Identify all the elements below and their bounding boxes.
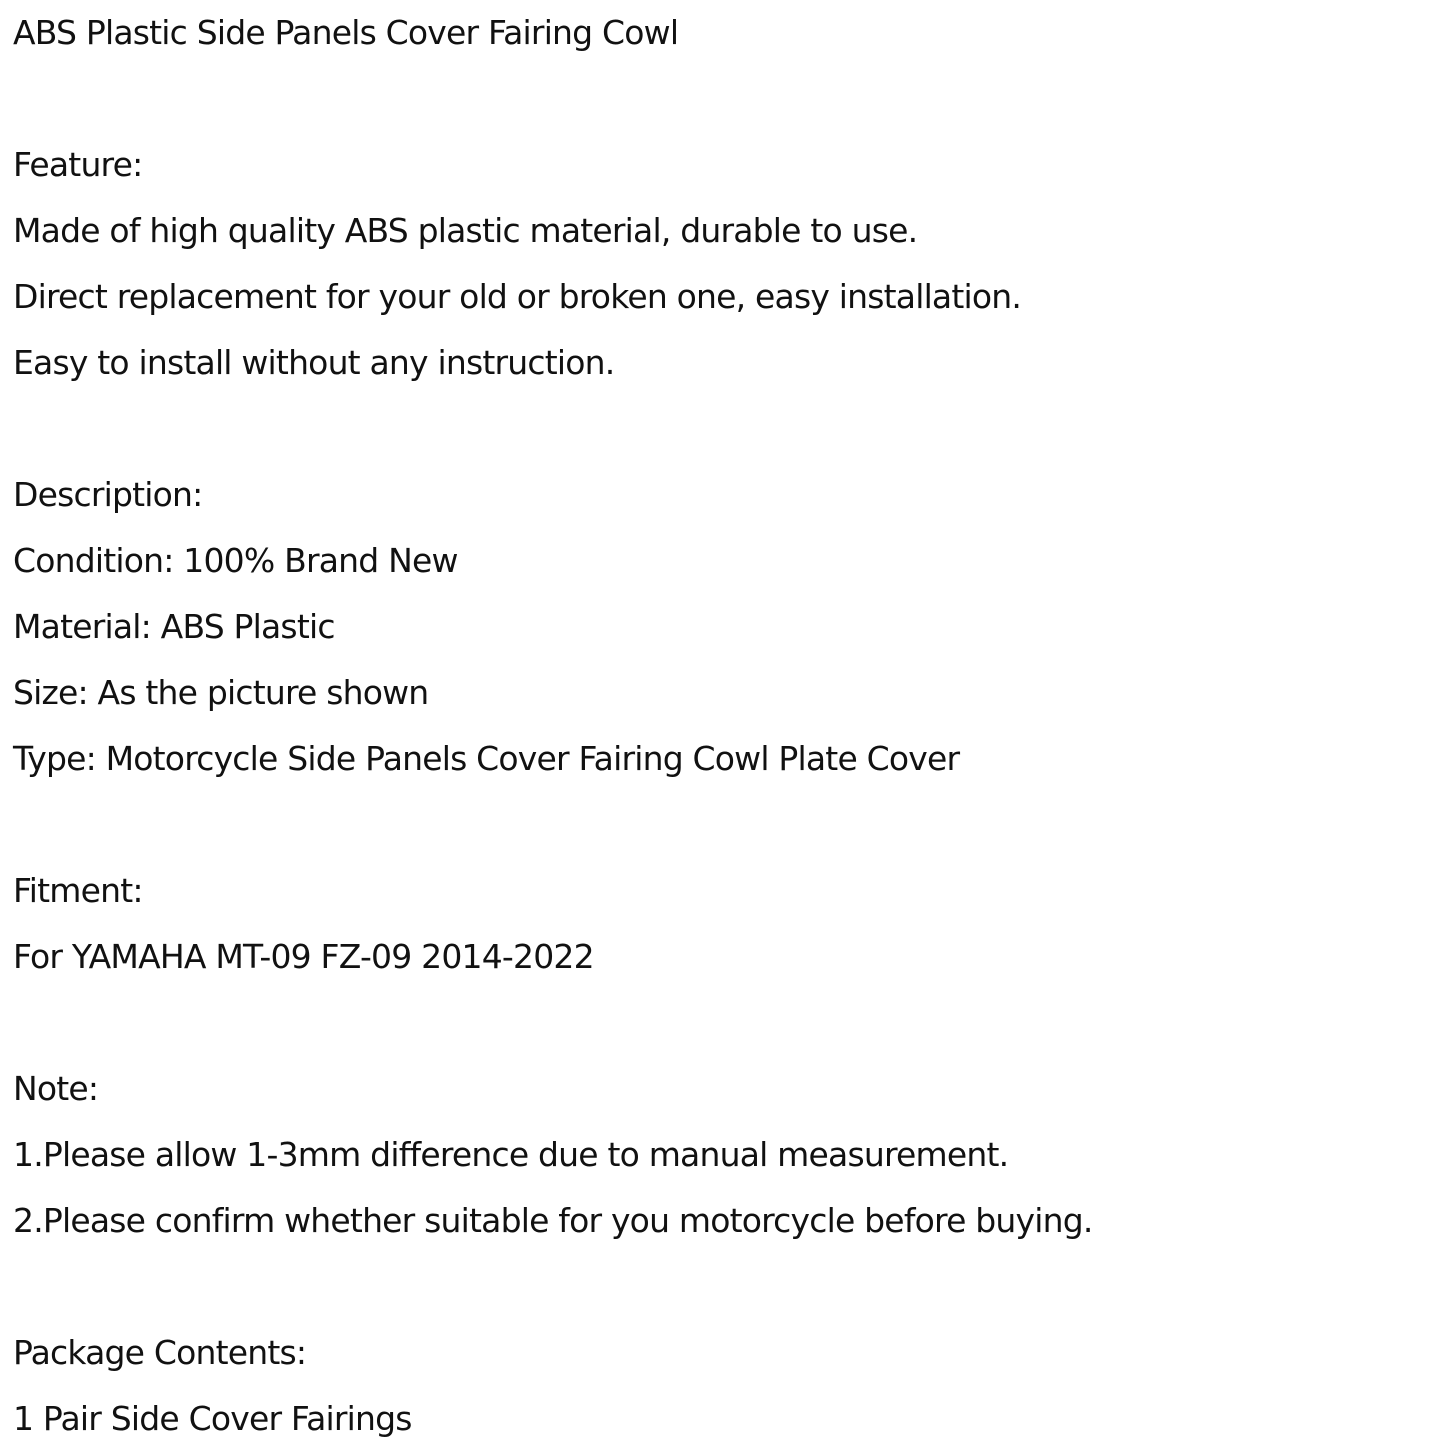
note-heading: Note: <box>13 1069 99 1108</box>
product-description-document <box>13 0 1433 1452</box>
spacer <box>13 396 1433 462</box>
fitment-heading: Fitment: <box>13 871 143 910</box>
description-item: Size: As the picture shown <box>13 673 429 712</box>
feature-item: Easy to install without any instruction. <box>13 343 615 382</box>
spacer <box>13 792 1433 858</box>
package-heading: Package Contents: <box>13 1333 307 1372</box>
feature-heading: Feature: <box>13 145 143 184</box>
note-item: 2.Please confirm whether suitable for you motorcycle before buying. <box>13 1201 1093 1240</box>
description-item: Condition: 100% Brand New <box>13 541 458 580</box>
fitment-item: For YAMAHA MT-09 FZ-09 2014-2022 <box>13 937 594 976</box>
feature-item: Direct replacement for your old or broken one, easy installation. <box>13 277 1022 316</box>
description-heading: Description: <box>13 475 203 514</box>
description-item: Type: Motorcycle Side Panels Cover Fairing Cowl Plate Cover <box>13 739 960 778</box>
description-item: Material: ABS Plastic <box>13 607 335 646</box>
spacer <box>13 1254 1433 1320</box>
note-item: 1.Please allow 1-3mm difference due to manual measurement. <box>13 1135 1009 1174</box>
spacer <box>13 66 1433 132</box>
spacer <box>13 990 1433 1056</box>
document-title: ABS Plastic Side Panels Cover Fairing Cowl <box>13 13 679 52</box>
feature-item: Made of high quality ABS plastic material, durable to use. <box>13 211 918 250</box>
package-item: 1 Pair Side Cover Fairings <box>13 1399 412 1438</box>
